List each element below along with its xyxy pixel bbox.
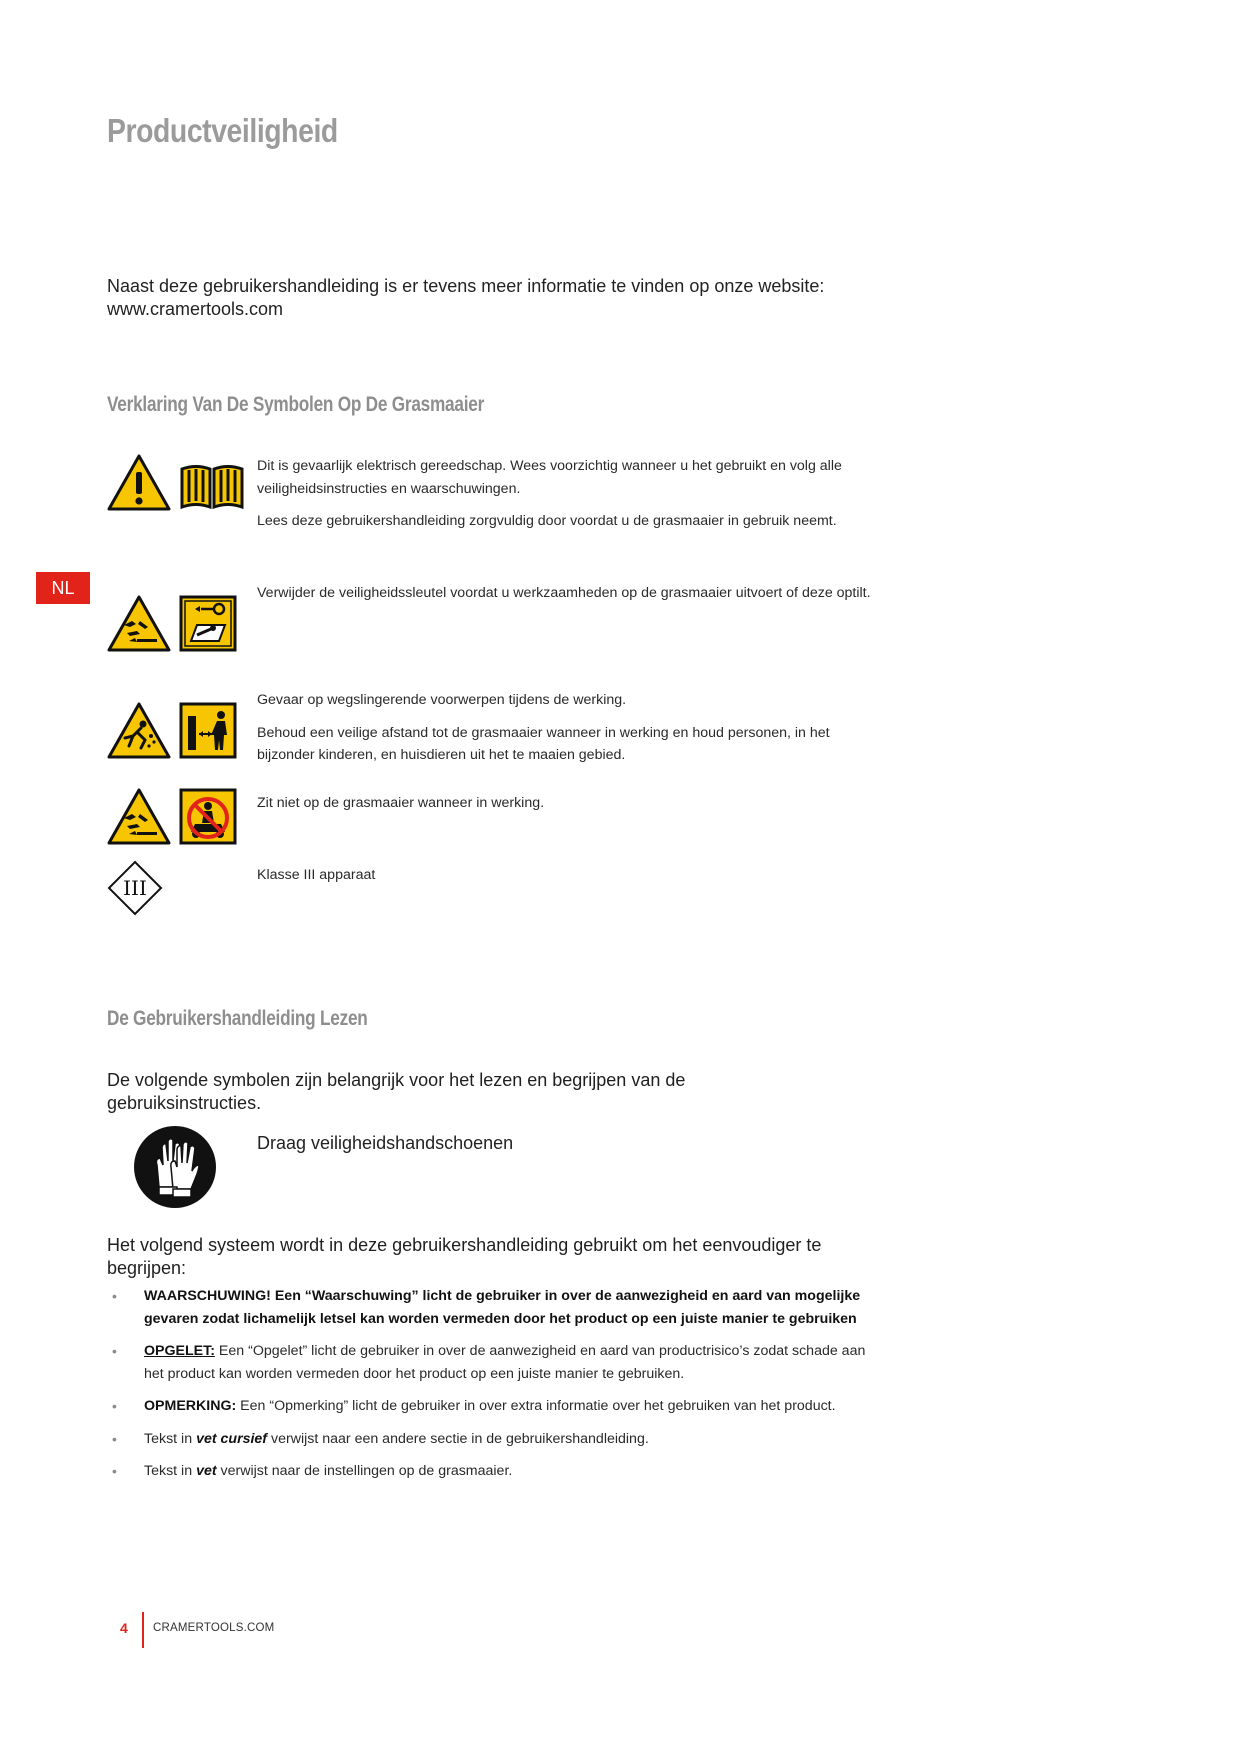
thrown-objects-icon bbox=[107, 702, 171, 759]
class-iii-label: III bbox=[123, 876, 147, 900]
bold-term: vet bbox=[196, 1463, 217, 1479]
manual-heading: De Gebruikershandleiding Lezen bbox=[107, 1007, 368, 1030]
symbol-description: Lees deze gebruikershandleiding zorgvuldig door voordat u de grasmaaier in gebruik neemt. bbox=[257, 513, 837, 529]
symbol-description: Gevaar op wegslingerende voorwerpen tijdens de werking. bbox=[257, 692, 627, 708]
symbol-description: Behoud een veilige afstand tot de grasmaaier wanneer in werking en houd personen, in het bijzonder kinderen, en huisdieren uit het te maaien gebied. bbox=[257, 724, 830, 763]
symbol-row-2-icons bbox=[107, 595, 237, 652]
legend-list bbox=[107, 1285, 887, 1493]
intro-text bbox=[107, 275, 907, 321]
class-iii-icon bbox=[107, 860, 163, 916]
symbol-row-4-text bbox=[257, 792, 877, 825]
symbol-description: Dit is gevaarlijk elektrisch gereedschap. Wees voorzichtig wanneer u het gebruikt en volg alle veiligheidsinstructies en waarschuwingen. bbox=[257, 458, 842, 497]
symbol-row-1-icons bbox=[107, 454, 245, 511]
warning-text: Een “Waarschuwing” licht de gebruiker in over de aanwezigheid en aard van mogelijke gevaren zodat lichamelijk letsel kan worden vermeden door het product op een juiste manier te gebruiken bbox=[144, 1288, 861, 1327]
legend-item-note bbox=[107, 1395, 887, 1418]
blade-hazard-icon bbox=[107, 595, 171, 652]
symbol-row-3-icons bbox=[107, 702, 237, 759]
legend-item-bold bbox=[107, 1460, 887, 1483]
note-term: OPMERKING: bbox=[144, 1398, 237, 1414]
symbol-row-5-icons bbox=[107, 860, 163, 916]
manual-intro: De volgende symbolen zijn belangrijk voor het lezen en begrijpen van de gebruiksinstructies. bbox=[107, 1070, 686, 1113]
bold-italic-text: verwijst naar een andere sectie in de gebruikershandleiding. bbox=[271, 1430, 649, 1447]
safety-gloves-icon bbox=[133, 1125, 217, 1209]
bullet-icon: • bbox=[112, 1398, 117, 1414]
footer-site-link[interactable]: CRAMERTOOLS.COM bbox=[153, 1622, 275, 1634]
bold-italic-term: vet cursief bbox=[196, 1430, 268, 1447]
symbol-description: Verwijder de veiligheidssleutel voordat u werkzaamheden op de grasmaaier uitvoert of deze optilt. bbox=[257, 585, 871, 601]
caution-text: Een “Opgelet” licht de gebruiker in over de aanwezigheid en aard van productrisico’s zodat schade aan het product kan worden vermeden door het product op een juiste manier te gebruiken. bbox=[144, 1343, 866, 1382]
symbol-description: Zit niet op de grasmaaier wanneer in werking. bbox=[257, 795, 545, 811]
legend-item-warning bbox=[107, 1285, 887, 1330]
bullet-icon: • bbox=[112, 1343, 117, 1359]
bold-italic-prefix: Tekst in bbox=[144, 1430, 193, 1447]
system-text: Het volgend systeem wordt in deze gebruikershandleiding gebruikt om het eenvoudiger te begrijpen: bbox=[107, 1235, 822, 1278]
symbol-row-1-text bbox=[257, 455, 877, 543]
symbol-row-4-icons bbox=[107, 788, 237, 845]
page-number: 4 bbox=[120, 1620, 128, 1636]
legend-item-bold-italic bbox=[107, 1428, 887, 1451]
warning-term: WAARSCHUWING! bbox=[144, 1288, 271, 1304]
read-manual-icon bbox=[179, 461, 245, 511]
no-riding-icon bbox=[179, 788, 237, 845]
keep-distance-icon bbox=[179, 702, 237, 759]
caution-term: OPGELET: bbox=[144, 1343, 215, 1359]
symbol-description: Klasse III apparaat bbox=[257, 867, 376, 883]
symbols-heading: Verklaring Van De Symbolen Op De Grasmaaier bbox=[107, 393, 485, 416]
symbol-row-2-text bbox=[257, 582, 877, 615]
website-link[interactable]: www.cramertools.com bbox=[107, 299, 284, 319]
bullet-icon: • bbox=[112, 1430, 117, 1447]
remove-key-icon bbox=[179, 595, 237, 652]
footer-divider bbox=[142, 1612, 144, 1648]
bullet-icon: • bbox=[112, 1288, 117, 1304]
language-tab: NL bbox=[36, 572, 90, 604]
glove-label: Draag veiligheidshandschoenen bbox=[257, 1133, 514, 1153]
symbol-row-5-text bbox=[257, 864, 877, 897]
blade-hazard-icon bbox=[107, 788, 171, 845]
note-text: Een “Opmerking” licht de gebruiker in over extra informatie over het gebruiken van het product. bbox=[240, 1398, 836, 1414]
glove-symbol bbox=[133, 1125, 217, 1214]
warning-exclamation-icon bbox=[107, 454, 171, 511]
page-title: Productveiligheid bbox=[107, 112, 338, 149]
intro-line: Naast deze gebruikershandleiding is er tevens meer informatie te vinden op onze website: bbox=[107, 276, 825, 296]
bold-text: verwijst naar de instellingen op de grasmaaier. bbox=[220, 1463, 513, 1479]
symbol-row-3-text bbox=[257, 689, 877, 777]
legend-item-caution bbox=[107, 1340, 887, 1385]
bullet-icon: • bbox=[112, 1463, 117, 1479]
bold-prefix: Tekst in bbox=[144, 1463, 193, 1479]
